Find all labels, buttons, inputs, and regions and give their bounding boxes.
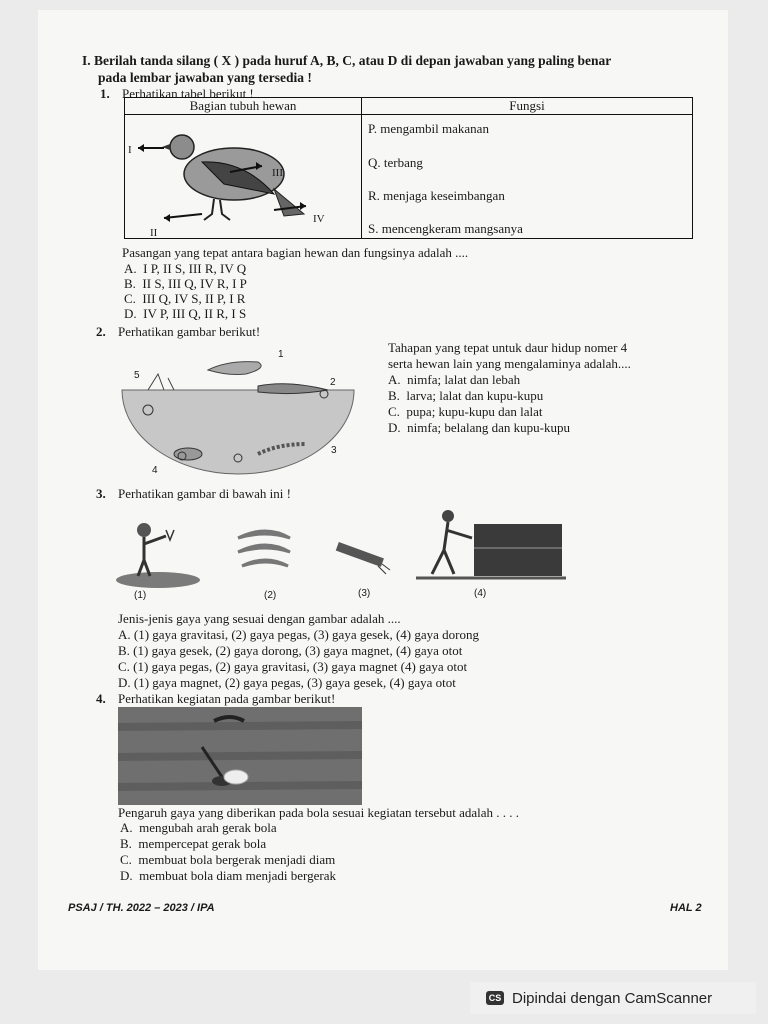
life-cycle-illustration [118, 342, 358, 477]
function-s: S. mencengkeram mangsanya [368, 221, 523, 236]
fig-label-4: (4) [474, 588, 487, 599]
q2-option-a[interactable]: A. nimfa; lalat dan lebah [388, 372, 521, 387]
stage-5-eggs [148, 374, 174, 390]
q3-option-b[interactable]: B. (1) gaya gesek, (2) gaya dorong, (3) gaya magnet, (4) gaya otot [118, 643, 463, 658]
q4-option-c[interactable]: C. membuat bola bergerak menjadi diam [120, 852, 336, 867]
bird-tail [274, 189, 304, 216]
bird-feet [204, 199, 230, 220]
camscanner-watermark [470, 982, 756, 1014]
q1-header-right: Fungsi [362, 98, 693, 115]
q3-option-d[interactable]: D. (1) gaya magnet, (2) gaya pegas, (3) gaya gesek, (4) gaya otot [118, 675, 456, 690]
q4-option-d[interactable]: D. membuat bola diam menjadi bergerak [120, 868, 337, 883]
fig-label-3: (3) [358, 588, 371, 599]
forces-illustration [116, 508, 566, 590]
q4-number: 4. [96, 691, 106, 706]
q2-question-1: Tahapan yang tepat untuk daur hidup nomer 4 [388, 340, 628, 355]
q1-option-d[interactable]: D. IV P, III Q, II R, I S [124, 306, 247, 321]
q4-option-a[interactable]: A. mengubah arah gerak bola [120, 820, 277, 835]
fig-label-1: (1) [134, 590, 147, 601]
bird-label-i: I [128, 144, 132, 156]
function-r: R. menjaga keseimbangan [368, 188, 505, 203]
q1-number: 1. [100, 86, 110, 101]
stage-label-4: 4 [152, 465, 158, 476]
bird-label-iii: III [272, 167, 283, 179]
fig4-person [442, 510, 454, 522]
camscanner-text: Dipindai dengan CamScanner [512, 989, 713, 1007]
q1-prompt: Perhatikan tabel berikut ! [122, 86, 254, 101]
section-heading: I. Berilah tanda silang ( X ) pada huruf A, B, C, atau D di depan jawaban yang paling benar [82, 53, 612, 68]
camscanner-logo-icon: CS [486, 991, 504, 1005]
fig1-child [137, 523, 151, 537]
q2-option-b[interactable]: B. larva; lalat dan kupu-kupu [388, 388, 544, 403]
fig1-ground [116, 572, 200, 588]
q3-option-a[interactable]: A. (1) gaya gravitasi, (2) gaya pegas, (3) gaya gesek, (4) gaya dorong [118, 627, 479, 642]
q1-header-left: Bagian tubuh hewan [125, 98, 362, 115]
q1-option-c[interactable]: C. III Q, IV S, II P, I R [124, 291, 246, 306]
q1-option-b[interactable]: B. II S, III Q, IV R, I P [124, 276, 247, 291]
q1-option-a[interactable]: A. I P, II S, III R, IV Q [124, 261, 247, 276]
bird-label-iv: IV [313, 213, 325, 225]
stage-label-2: 2 [330, 377, 336, 388]
q1-question: Pasangan yang tepat antara bagian hewan dan fungsinya adalah .... [122, 245, 469, 260]
function-q: Q. terbang [368, 155, 423, 170]
fig3-magnet [336, 542, 384, 567]
q2-number: 2. [96, 324, 106, 339]
q3-question: Jenis-jenis gaya yang sesuai dengan gambar adalah .... [118, 611, 401, 626]
q4-prompt: Perhatikan kegiatan pada gambar berikut! [118, 691, 336, 706]
function-p: P. mengambil makanan [368, 121, 489, 136]
fig2-spring [238, 531, 290, 566]
stage-label-5: 5 [134, 370, 140, 381]
fig4-box [474, 524, 562, 576]
stage-label-1: 1 [278, 349, 284, 360]
fig-label-2: (2) [264, 590, 277, 601]
bird-label-ii: II [150, 227, 158, 239]
golf-ball [224, 770, 248, 784]
q2-prompt: Perhatikan gambar berikut! [118, 324, 261, 339]
footer-page-number: HAL 2 [670, 902, 702, 914]
q2-question-2: serta hewan lain yang mengalaminya adalah.... [388, 356, 631, 371]
q4-option-b[interactable]: B. mempercepat gerak bola [120, 836, 267, 851]
section-heading-cont: pada lembar jawaban yang tersedia ! [98, 70, 312, 85]
q3-number: 3. [96, 486, 106, 501]
footer-course-info: PSAJ / TH. 2022 – 2023 / IPA [68, 902, 215, 914]
q2-option-d[interactable]: D. nimfa; belalang dan kupu-kupu [388, 420, 570, 435]
golf-photo [118, 707, 362, 805]
stage-label-3: 3 [331, 445, 337, 456]
q3-option-c[interactable]: C. (1) gaya pegas, (2) gaya gravitasi, (3) gaya magnet (4) gaya otot [118, 659, 468, 674]
q2-option-c[interactable]: C. pupa; kupu-kupu dan lalat [388, 404, 543, 419]
bird-head [170, 135, 194, 159]
fig1-slingshot [166, 530, 174, 540]
q4-question: Pengaruh gaya yang diberikan pada bola sesuai kegiatan tersebut adalah . . . . [118, 805, 520, 820]
stage-1-adult [208, 362, 261, 375]
water-pond [122, 390, 354, 474]
q3-prompt: Perhatikan gambar di bawah ini ! [118, 486, 291, 501]
